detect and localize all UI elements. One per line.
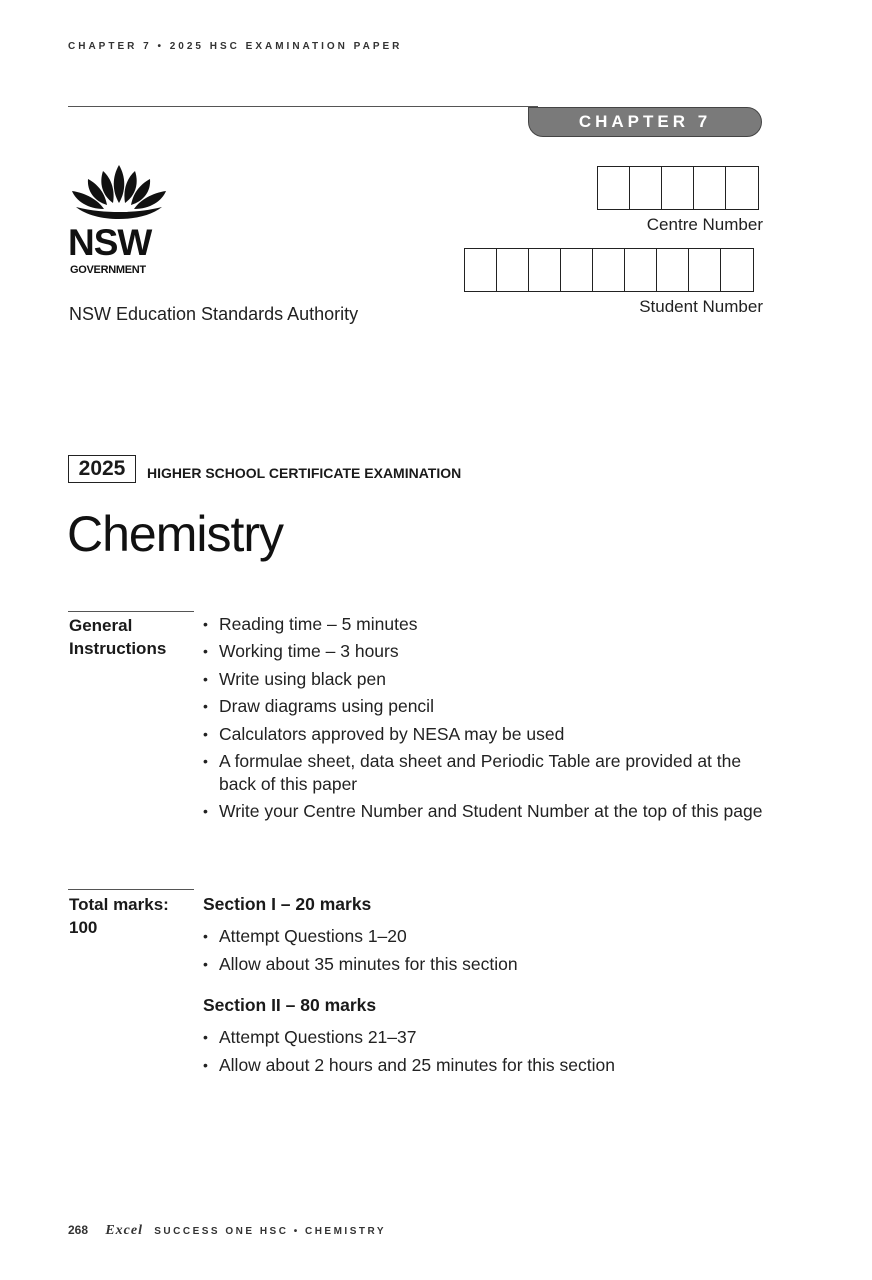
student-number-boxes[interactable]: [464, 248, 754, 292]
centre-number-digit[interactable]: [726, 167, 758, 209]
total-marks-label: Total marks: 100: [69, 895, 169, 937]
list-item: • A formulae sheet, data sheet and Periodic Table are provided at the back of this paper: [203, 750, 763, 796]
centre-number-digit[interactable]: [598, 167, 630, 209]
general-instructions-list: [203, 613, 763, 828]
list-item: • Attempt Questions 21–37: [203, 1026, 763, 1049]
student-number-digit[interactable]: [689, 249, 721, 291]
authority-name: NSW Education Standards Authority: [69, 304, 359, 324]
student-number-digit[interactable]: [465, 249, 497, 291]
total-marks-rule: [68, 889, 194, 890]
list-item: • Allow about 2 hours and 25 minutes for this section: [203, 1054, 763, 1077]
list-item: • Write your Centre Number and Student Number at the top of this page: [203, 800, 763, 823]
footer-text: SUCCESS ONE HSC • CHEMISTRY: [154, 1226, 387, 1237]
exam-title: HIGHER SCHOOL CERTIFICATE EXAMINATION: [147, 465, 462, 481]
list-item: • Working time – 3 hours: [203, 640, 763, 663]
centre-number-label: Centre Number: [646, 215, 763, 234]
general-instructions-label: General Instructions: [69, 616, 167, 658]
list-item: • Allow about 35 minutes for this section: [203, 953, 763, 976]
list-item: • Write using black pen: [203, 668, 763, 691]
chapter-tab: CHAPTER 7: [528, 107, 762, 137]
page-number: 268: [68, 1223, 89, 1237]
page-footer: [68, 1223, 386, 1239]
list-item: • Attempt Questions 1–20: [203, 925, 763, 948]
brand-name: Excel: [105, 1223, 143, 1238]
subject-title: Chemistry: [67, 506, 284, 562]
centre-number-digit[interactable]: [662, 167, 694, 209]
student-number-digit[interactable]: [593, 249, 625, 291]
student-number-digit[interactable]: [497, 249, 529, 291]
general-instructions-rule: [68, 611, 194, 612]
list-item: • Reading time – 5 minutes: [203, 613, 763, 636]
centre-number-digit[interactable]: [630, 167, 662, 209]
header-rule: [68, 106, 538, 107]
student-number-digit[interactable]: [529, 249, 561, 291]
exam-year: 2025: [68, 455, 136, 483]
section-2-list: [203, 1026, 763, 1082]
student-number-digit[interactable]: [625, 249, 657, 291]
student-number-label: Student Number: [639, 297, 763, 316]
list-item: • Calculators approved by NESA may be used: [203, 723, 763, 746]
running-head: CHAPTER 7 • 2025 HSC EXAMINATION PAPER: [68, 41, 403, 52]
centre-number-boxes[interactable]: [597, 166, 759, 210]
student-number-digit[interactable]: [561, 249, 593, 291]
section-1-heading: Section I – 20 marks: [203, 894, 372, 914]
list-item: • Draw diagrams using pencil: [203, 695, 763, 718]
government-logo-text: GOVERNMENT: [70, 264, 146, 276]
centre-number-digit[interactable]: [694, 167, 726, 209]
section-1-list: [203, 925, 763, 981]
nsw-logo-text: NSW: [68, 222, 152, 263]
section-2-heading: Section II – 80 marks: [203, 995, 377, 1015]
student-number-digit[interactable]: [657, 249, 689, 291]
student-number-digit[interactable]: [721, 249, 753, 291]
